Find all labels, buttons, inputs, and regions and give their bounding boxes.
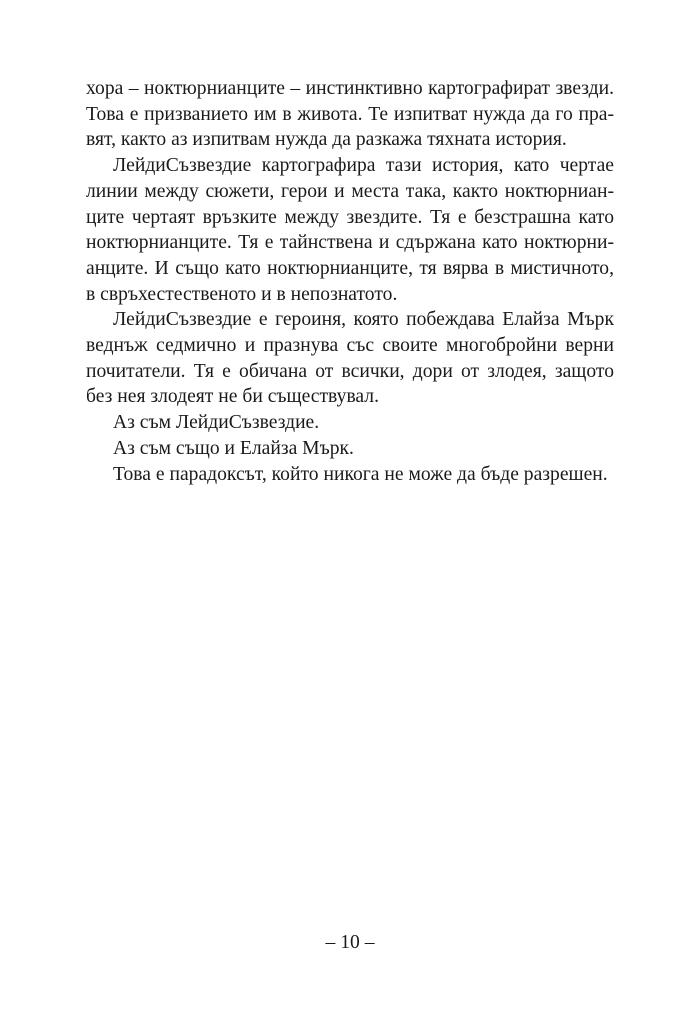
- text-line: вят, както аз изпитвам нужда да разкажа тяхната история.: [86, 129, 567, 151]
- text-line: линии между сюжети, герои и места така, както ноктюрниан-: [86, 180, 614, 202]
- text-line: в свръхестественото и в непознатото.: [86, 283, 398, 305]
- text-line: веднъж седмично и празнува със своите многобройни верни: [86, 335, 614, 357]
- body-text: [86, 76, 614, 487]
- text-line: Аз съм също и Елайза Мърк.: [113, 437, 354, 459]
- text-line: почитатели. Тя е обичана от всички, дори от злодея, защото: [86, 360, 614, 382]
- text-line: Аз съм ЛейдиСъзвездие.: [113, 412, 320, 434]
- text-line: ЛейдиСъзвездие картографира тази история, като чертае: [113, 155, 614, 177]
- text-line: анците. И също като ноктюрнианците, тя вярва в мистичното,: [86, 257, 614, 279]
- text-line: Това е призванието им в живота. Те изпитват нужда да го пра-: [86, 103, 614, 125]
- text-line: без нея злодеят не би съществувал.: [86, 386, 379, 408]
- page-number: – 10 –: [325, 932, 375, 953]
- text-line: Това е парадоксът, който никога не може да бъде разрешен.: [113, 463, 608, 485]
- text-line: ноктюрнианците. Тя е тайнствена и сдържана като ноктюрни-: [86, 232, 614, 254]
- text-line: ците чертаят връзките между звездите. Тя е безстрашна като: [86, 206, 614, 228]
- text-line: хора – ноктюрнианците – инстинктивно картографират звезди.: [86, 78, 614, 99]
- text-line: ЛейдиСъзвездие е героиня, която побеждава Елайза Мърк: [113, 309, 614, 331]
